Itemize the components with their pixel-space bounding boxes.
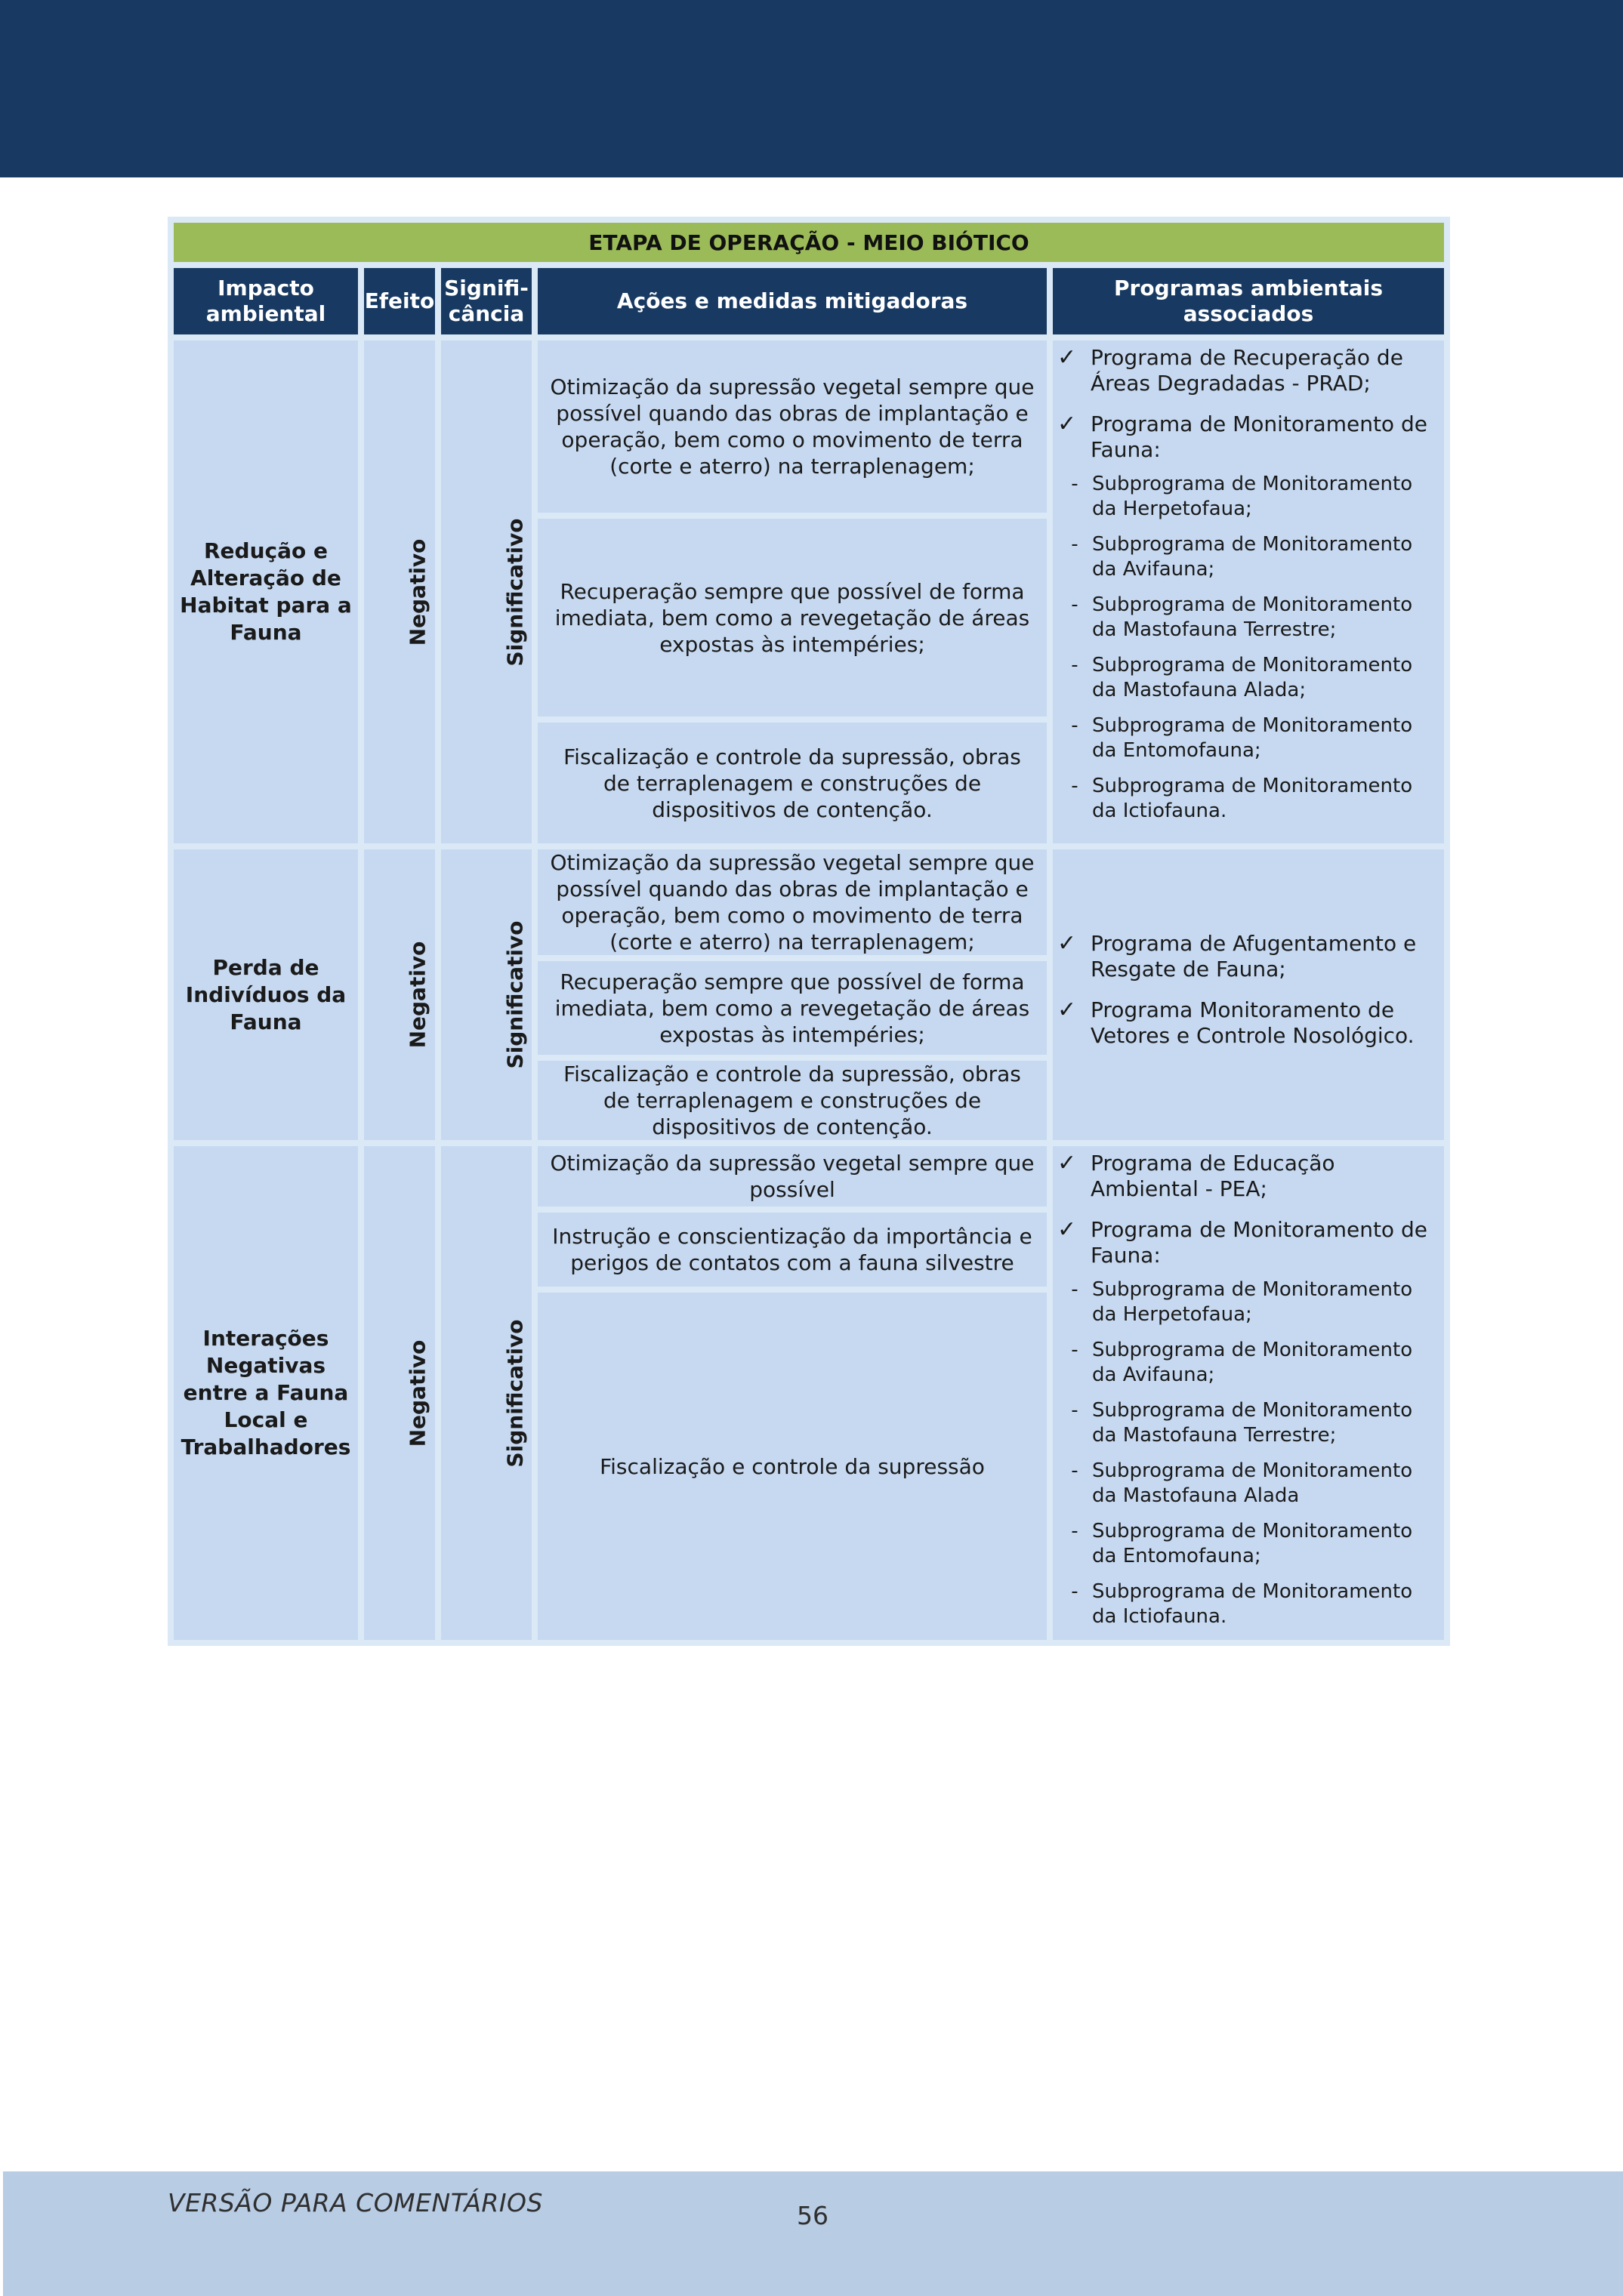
programs-cell [1053, 1146, 1444, 1640]
impact-cell: Interações Negativas entre a Fauna Local e Trabalhadores [174, 1146, 358, 1640]
subprogram-item: - Subprograma de Monitoramento da Herpetofaua; [1057, 1277, 1438, 1327]
check-icon: ✓ [1057, 411, 1077, 437]
check-icon: ✓ [1057, 929, 1077, 957]
dash-icon: - [1071, 775, 1078, 797]
subprogram-item: - Subprograma de Monitoramento da Entomofauna; [1057, 1519, 1438, 1569]
action-cell: Otimização da supressão vegetal sempre que possível [538, 1146, 1047, 1207]
dash-icon: - [1071, 533, 1078, 556]
version-label: VERSÃO PARA COMENTÁRIOS [168, 2188, 543, 2217]
dash-icon: - [1071, 654, 1078, 676]
action-cell: Fiscalização e controle da supressão, obras de terraplenagem e construções de dispositivos de contenção. [538, 1061, 1047, 1140]
check-icon: ✓ [1057, 996, 1077, 1023]
subprogram-item: - Subprograma de Monitoramento da Mastofauna Alada; [1057, 653, 1438, 703]
program-item: ✓ Programa de Recuperação de Áreas Degradadas - PRAD; [1057, 344, 1403, 396]
action-cell: Fiscalização e controle da supressão [538, 1293, 1047, 1640]
effect-label: Negativo [405, 941, 430, 1049]
subprogram-item: - Subprograma de Monitoramento da Ictiofauna. [1057, 774, 1438, 824]
subprogram-item: - Subprograma de Monitoramento da Ictiofauna. [1057, 1579, 1438, 1629]
action-cell: Recuperação sempre que possível de forma imediata, bem como a revegetação de áreas expostas às intempéries; [538, 961, 1047, 1055]
dash-icon: - [1071, 1580, 1078, 1603]
action-cell: Otimização da supressão vegetal sempre que possível quando das obras de implantação e operação, bem como o movimento de terra (corte e aterro) na terraplenagem; [538, 341, 1047, 513]
significance-label: Significativo [502, 517, 528, 667]
subprogram-item: - Subprograma de Monitoramento da Mastofauna Terrestre; [1057, 1398, 1438, 1448]
program-item: ✓ Programa de Educação Ambiental - PEA; [1057, 1150, 1335, 1201]
check-icon: ✓ [1057, 1150, 1077, 1176]
programs-cell [1053, 341, 1444, 843]
col-header-programs: Programas ambientais associados [1053, 268, 1444, 334]
effect-cell [364, 849, 435, 1140]
dash-icon: - [1071, 1520, 1078, 1542]
impact-table [168, 217, 1450, 1646]
dash-icon: - [1071, 1459, 1078, 1482]
subprogram-item: - Subprograma de Monitoramento da Herpetofaua; [1057, 472, 1438, 522]
page-number: 56 [797, 2201, 828, 2230]
program-item: ✓ Programa Monitoramento de Vetores e Controle Nosológico. [1057, 996, 1415, 1048]
table-title: ETAPA DE OPERAÇÃO - MEIO BIÓTICO [174, 223, 1444, 262]
effect-label: Negativo [405, 538, 430, 646]
programs-cell [1053, 849, 1444, 1140]
program-item: ✓ Programa de Monitoramento de Fauna: [1057, 411, 1427, 462]
effect-cell [364, 341, 435, 843]
subprogram-item: - Subprograma de Monitoramento da Avifauna; [1057, 532, 1438, 582]
check-icon: ✓ [1057, 1216, 1077, 1243]
impact-cell: Perda de Indivíduos da Fauna [174, 849, 358, 1140]
significance-label: Significativo [502, 920, 528, 1069]
dash-icon: - [1071, 1399, 1078, 1422]
effect-label: Negativo [405, 1339, 430, 1447]
significance-cell [441, 1146, 532, 1640]
header-band [0, 0, 1623, 177]
col-header-significance: Signifi-cância [441, 268, 532, 334]
dash-icon: - [1071, 1339, 1078, 1361]
program-item: ✓ Programa de Afugentamento e Resgate de Fauna; [1057, 929, 1417, 982]
subprogram-item: - Subprograma de Monitoramento da Entomofauna; [1057, 713, 1438, 763]
significance-cell [441, 849, 532, 1140]
effect-cell [364, 1146, 435, 1640]
dash-icon: - [1071, 1278, 1078, 1301]
check-icon: ✓ [1057, 344, 1077, 371]
impact-cell: Redução e Alteração de Habitat para a Fauna [174, 341, 358, 843]
significance-label: Significativo [502, 1318, 528, 1468]
col-header-actions: Ações e medidas mitigadoras [538, 268, 1047, 334]
subprogram-item: - Subprograma de Monitoramento da Mastofauna Terrestre; [1057, 593, 1438, 643]
action-cell: Fiscalização e controle da supressão, obras de terraplenagem e construções de dispositivos de contenção. [538, 723, 1047, 843]
subprogram-item: - Subprograma de Monitoramento da Mastofauna Alada [1057, 1459, 1438, 1509]
dash-icon: - [1071, 593, 1078, 616]
action-cell: Instrução e conscientização da importância e perigos de contatos com a fauna silvestre [538, 1213, 1047, 1287]
dash-icon: - [1071, 473, 1078, 495]
action-cell: Otimização da supressão vegetal sempre que possível quando das obras de implantação e operação, bem como o movimento de terra (corte e aterro) na terraplenagem; [538, 849, 1047, 955]
subprogram-item: - Subprograma de Monitoramento da Avifauna; [1057, 1338, 1438, 1388]
action-cell: Recuperação sempre que possível de forma imediata, bem como a revegetação de áreas expostas às intempéries; [538, 519, 1047, 717]
col-header-impact: Impacto ambiental [174, 268, 358, 334]
significance-cell [441, 341, 532, 843]
col-header-effect: Efeito [364, 268, 435, 334]
dash-icon: - [1071, 714, 1078, 737]
program-item: ✓ Programa de Monitoramento de Fauna: [1057, 1216, 1427, 1268]
